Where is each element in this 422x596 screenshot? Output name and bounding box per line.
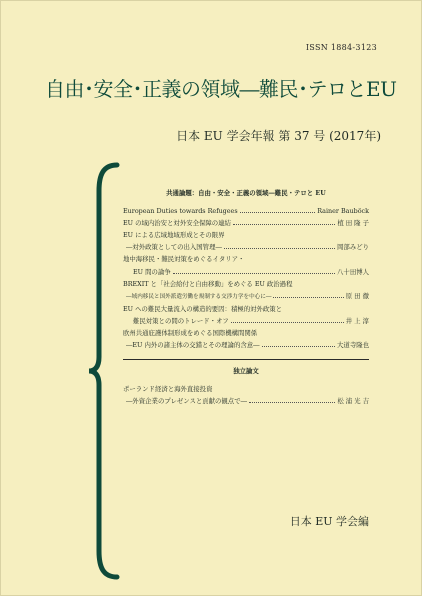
toc-entry: EU の域内治安と対外安全保障の連結 植 田 隆 子 [123,219,369,228]
journal-subtitle: 日本 EU 学会年報 第 37 号 (2017年) [176,129,381,143]
toc-entry: 難民対策との間のトレード・オフ 井 上 淳 [133,316,369,325]
toc-entry: European Duties towards Refugees Rainer Bauböck [123,207,369,216]
toc-entry: ―EU 内外の諸主体の交錯とその理論的含意― 大道寺隆也 [126,341,369,350]
section-heading-independent-papers: 独立論文 [233,367,259,376]
toc-entry: 地中海移民・難民対策をめぐるイタリア・ [123,255,245,264]
toc-entry: 欧州共通庇護体制形成をめぐる国際機構間関係 [123,329,258,338]
toc-entry: ポーランド経済と海外直接投資 [123,385,213,394]
toc-entry: EU への難民大量流入の構造的要因：積極的対外政策と [123,304,283,313]
green-bracket-ornament [85,161,125,581]
toc-entry: ―域内移民と国外派遣労働を規制する交渉力学を中心に― 原 田 徹 [126,291,369,300]
issn-number: ISSN 1884-3123 [305,43,377,52]
toc-entry: EU 間の論争 八十田博人 [133,267,369,276]
book-title: 自由･安全･正義の領域―難民･テロとEU [45,77,397,101]
section-heading-common-theme: 共通論題：自由・安全・正義の領域―難民・テロと EU [166,189,326,197]
toc-entry: EU による広域地域形成とその限界 [123,231,225,240]
toc-entry: BREXIT と「社会給付と自由移動」をめぐる EU 政治過程 [123,279,293,288]
toc-entry: ―外資企業のプレゼンスと貢献の観点で― 松 浦 光 吉 [126,397,369,406]
publisher-name: 日本 EU 学会編 [289,515,369,528]
table-of-contents [123,187,369,408]
section-divider [123,359,369,360]
toc-entry: ―対外政策としての出入国管理― 岡部みどり [126,243,369,252]
